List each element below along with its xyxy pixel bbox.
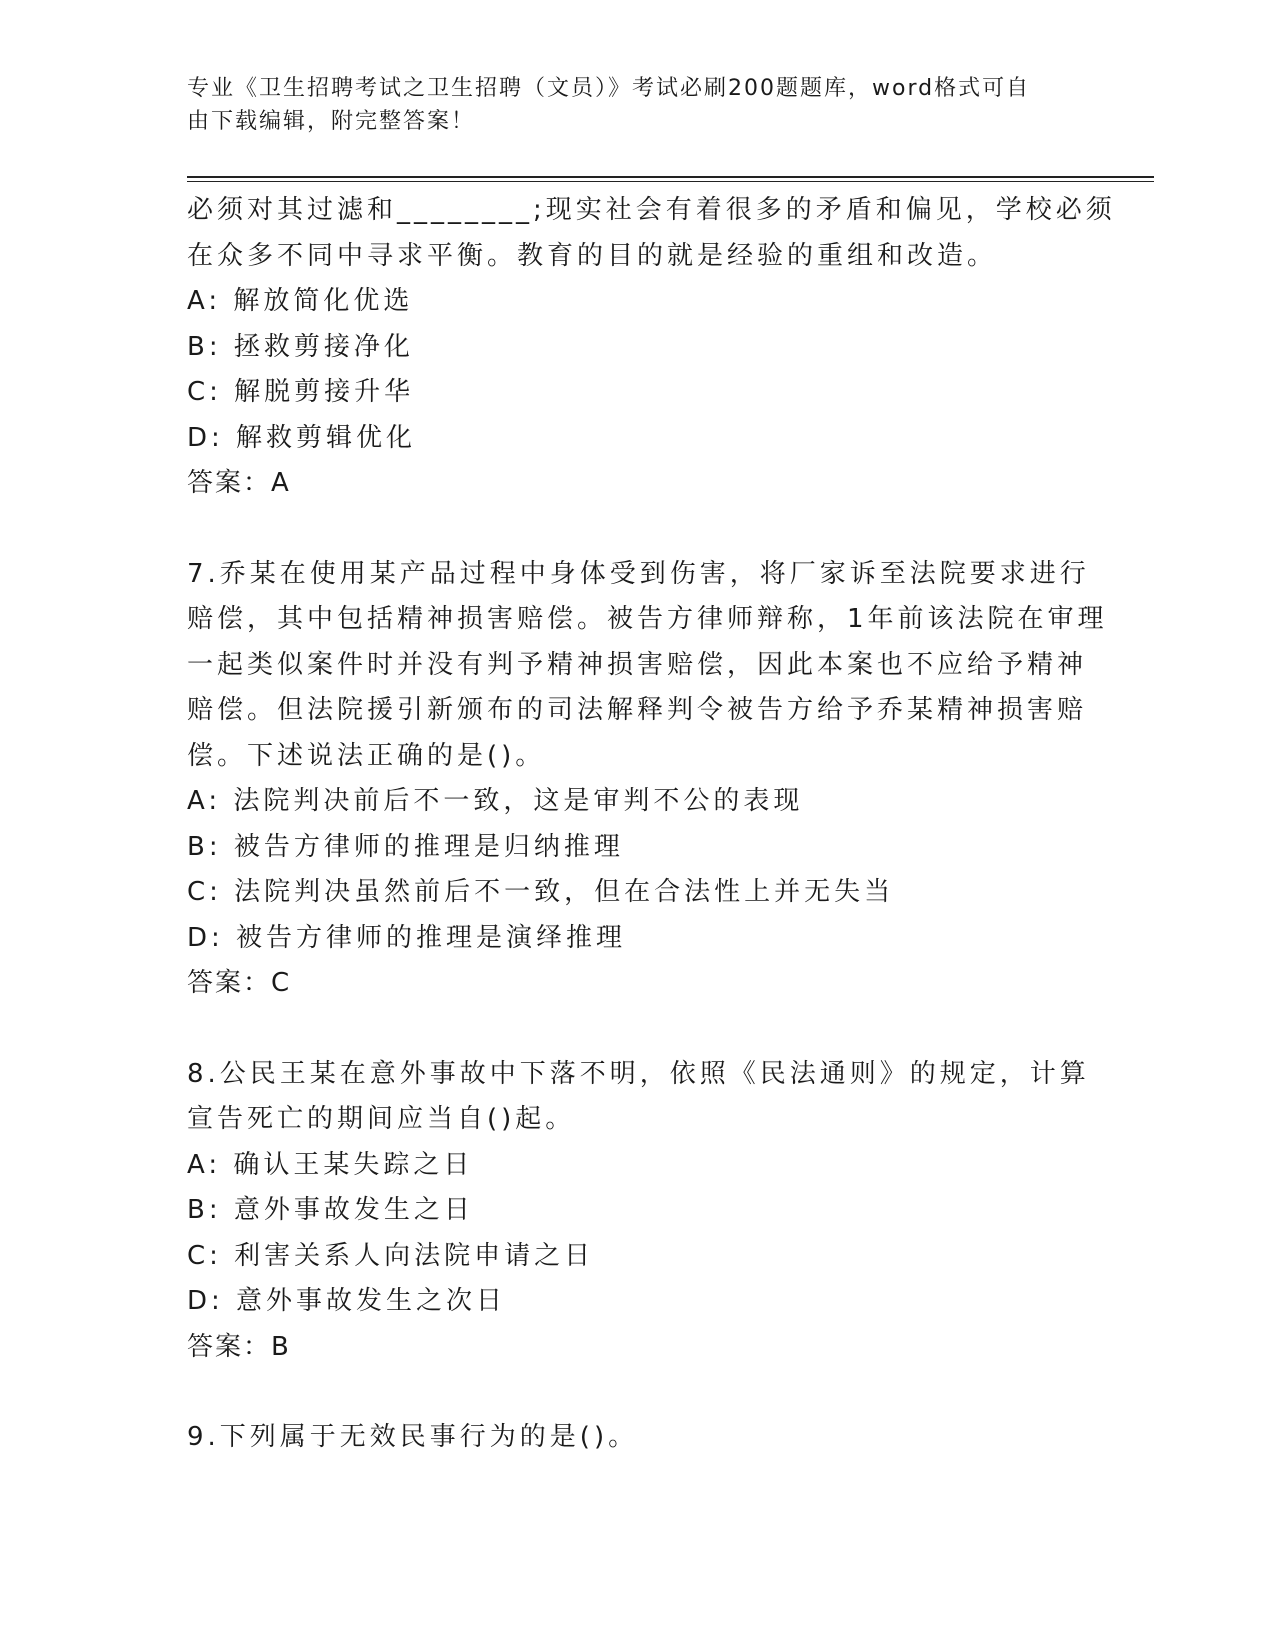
question-stem-line: 在众多不同中寻求平衡。教育的目的就是经验的重组和改造。 [187,240,998,271]
answer-line: 答案：B [187,1331,291,1362]
question-stem-line: 8.公民王某在意外事故中下落不明，依照《民法通则》的规定，计算 [187,1058,1090,1089]
option-b: B: 拯救剪接净化 [187,331,414,362]
header-line-1: 专业《卫生招聘考试之卫生招聘（文员）》考试必刷200题题库，word格式可自 [187,76,1031,101]
option-a: A: 确认王某失踪之日 [187,1149,474,1180]
question-stem-line: 一起类似案件时并没有判予精神损害赔偿，因此本案也不应给予精神 [187,649,1088,680]
spacer [187,1007,1087,1052]
header-divider-thick [187,176,1154,178]
document-header [187,72,1067,138]
question-stem-line: 偿。下述说法正确的是()。 [187,740,546,771]
answer-line: 答案：A [187,468,291,498]
spacer [187,1370,1087,1415]
option-a: A: 解放简化优选 [187,286,414,316]
option-b: B: 意外事故发生之日 [187,1195,474,1225]
option-c: C: 利害关系人向法院申请之日 [187,1240,595,1271]
question-7 [187,552,1108,1007]
question-stem-line: 必须对其过滤和________;现实社会有着很多的矛盾和偏见，学校必须 [187,195,1116,225]
option-c: C: 法院判决虽然前后不一致，但在合法性上并无失当 [187,877,895,907]
question-9 [187,1415,1087,1461]
question-6 [187,188,1116,507]
question-list [187,188,1116,1461]
option-a: A: 法院判决前后不一致，这是审判不公的表现 [187,786,804,816]
question-stem-line: 9.下列属于无效民事行为的是()。 [187,1422,639,1452]
option-d: D: 解救剪辑优化 [187,422,417,453]
question-8 [187,1052,1090,1371]
header-divider-thin [187,181,1154,182]
option-b: B: 被告方律师的推理是归纳推理 [187,831,624,862]
option-c: C: 解脱剪接升华 [187,377,415,407]
question-stem-line: 赔偿，其中包括精神损害赔偿。被告方律师辩称，1年前该法院在审理 [187,604,1108,634]
question-stem-line: 7.乔某在使用某产品过程中身体受到伤害，将厂家诉至法院要求进行 [187,558,1090,589]
question-stem-line: 赔偿。但法院援引新颁布的司法解释判令被告方给予乔某精神损害赔 [187,695,1088,725]
question-stem-line: 宣告死亡的期间应当自()起。 [187,1104,576,1134]
option-d: D: 被告方律师的推理是演绎推理 [187,922,627,953]
option-d: D: 意外事故发生之次日 [187,1286,507,1316]
answer-line: 答案：C [187,968,292,998]
header-line-2: 由下载编辑，附完整答案！ [187,109,476,134]
spacer [187,507,1087,552]
